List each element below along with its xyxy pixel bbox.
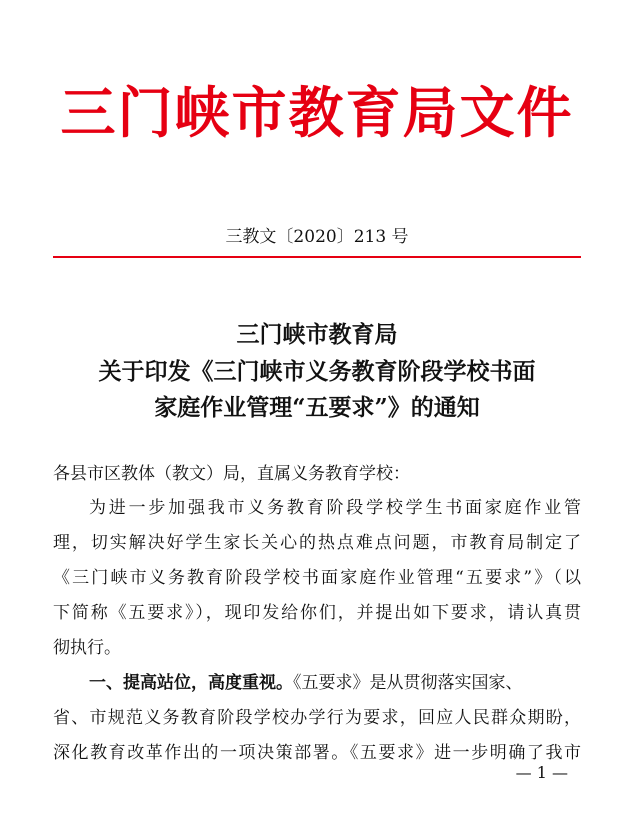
body-line: 为进一步加强我市义务教育阶段学校学生书面家庭作业管 bbox=[89, 498, 581, 518]
body-line-heading bbox=[53, 671, 581, 695]
section-text: 《五要求》是从贯彻落实国家、 bbox=[293, 673, 523, 693]
notice-title-line-2: 关于印发《三门峡市义务教育阶段学校书面 bbox=[98, 358, 536, 385]
body-line: 省、市规范义务教育阶段学校办学行为要求，回应人民群众期盼， bbox=[53, 708, 581, 728]
salutation: 各县市区教体（教文）局，直属义务教育学校： bbox=[53, 464, 410, 484]
body-line: 理，切实解决好学生家长关心的热点难点问题，市教育局制定了 bbox=[53, 533, 581, 553]
document-number: 三教文〔2020〕213 号 bbox=[225, 227, 409, 247]
red-separator-line bbox=[53, 256, 581, 258]
notice-title-line-1: 三门峡市教育局 bbox=[236, 321, 398, 348]
body-line: 彻执行。 bbox=[53, 638, 121, 658]
body-line: 深化教育改革作出的一项决策部署。《五要求》进一步明确了我市 bbox=[53, 743, 581, 763]
body-line: 下简称《五要求》），现印发给你们，并提出如下要求，请认真贯 bbox=[53, 603, 581, 623]
page-number: — 1 — bbox=[515, 763, 568, 782]
body-line: 《三门峡市义务教育阶段学校书面家庭作业管理“五要求”》（以 bbox=[53, 568, 581, 588]
masthead-title: 三门峡市教育局文件 bbox=[60, 81, 574, 145]
section-heading: 一、提高站位，高度重视。 bbox=[89, 673, 293, 693]
notice-title-line-3: 家庭作业管理“五要求”》的通知 bbox=[154, 394, 480, 421]
